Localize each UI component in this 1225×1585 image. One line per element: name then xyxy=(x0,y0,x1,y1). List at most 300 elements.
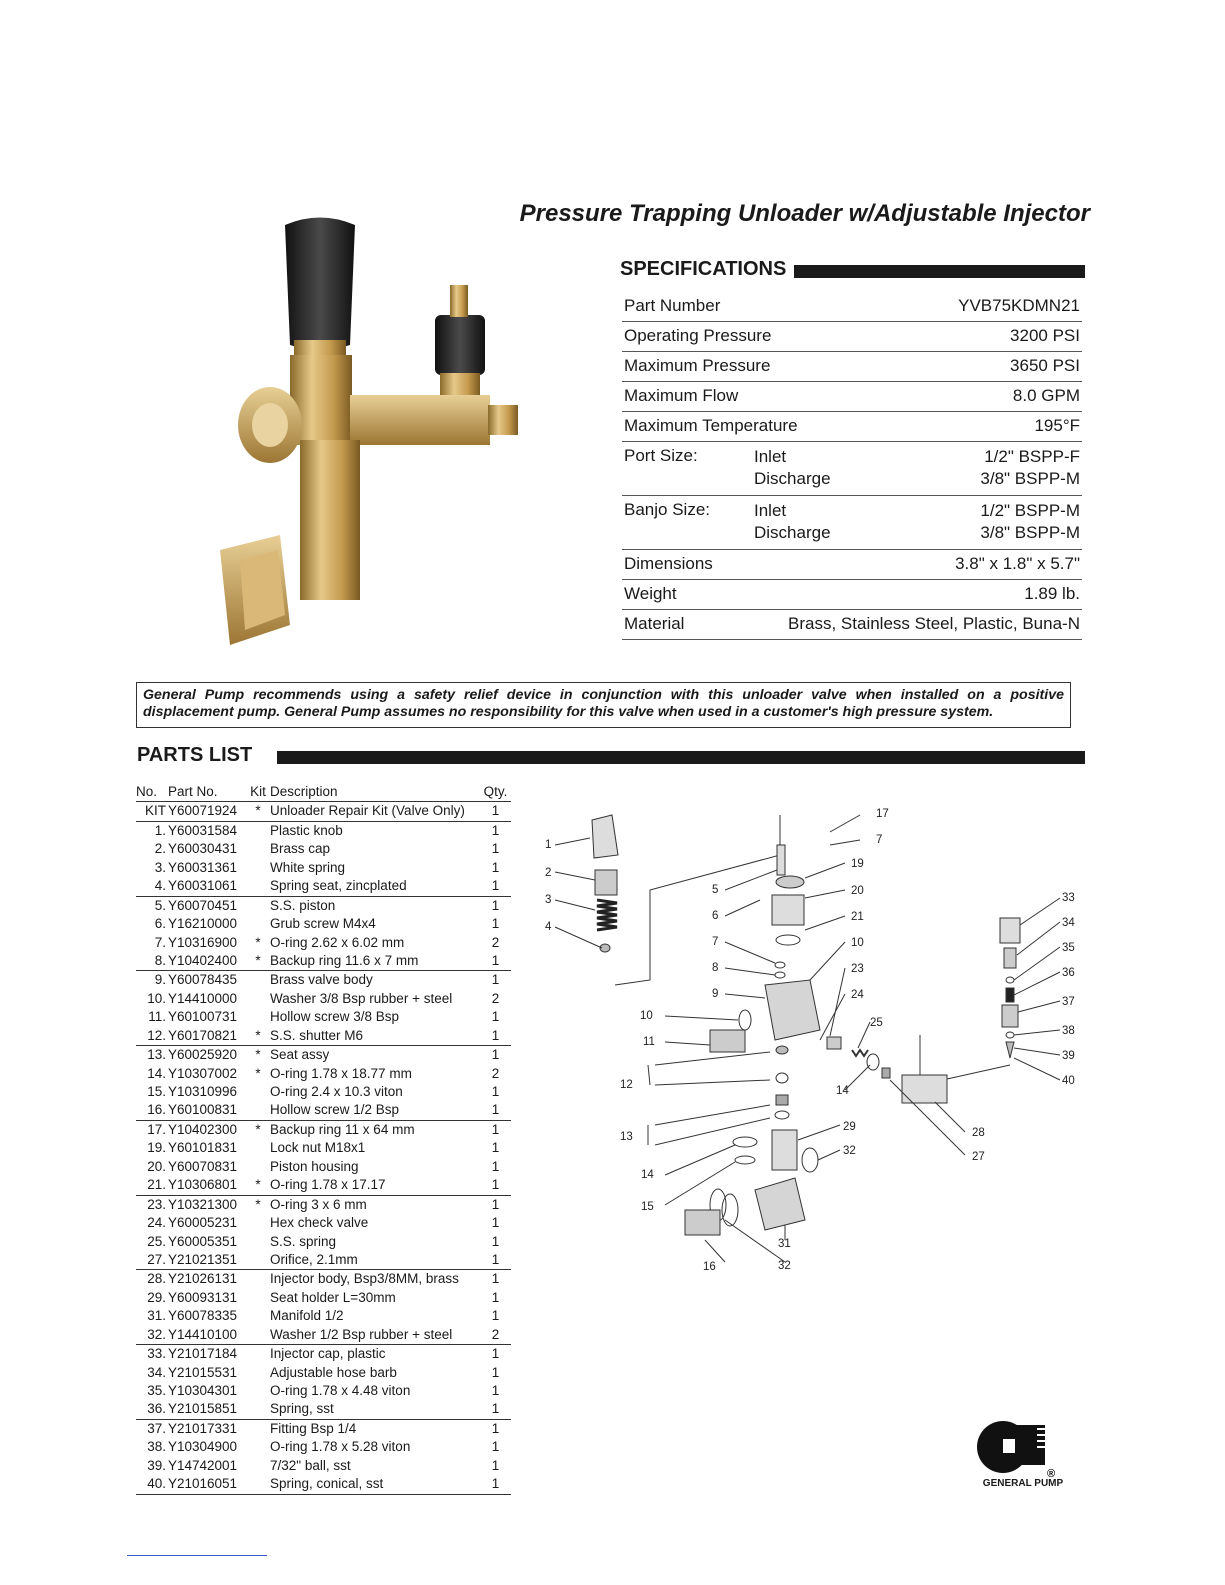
kit-marker xyxy=(246,1475,270,1493)
header-part-no: Part No. xyxy=(168,784,218,799)
parts-row xyxy=(136,859,511,877)
part-description: O-ring 1.78 x 17.17 xyxy=(270,1177,386,1193)
part-number: Y60100831 xyxy=(168,1102,238,1118)
diagram-callout: 6 xyxy=(712,910,719,922)
part-quantity: 1 xyxy=(491,1476,500,1492)
parts-table xyxy=(136,783,511,1495)
part-description: O-ring 2.4 x 10.3 viton xyxy=(270,1084,403,1099)
part-number-index: 34. xyxy=(147,1364,166,1380)
parts-row xyxy=(136,1364,511,1382)
part-number: Y60031584 xyxy=(168,822,238,838)
spec-label: Maximum Pressure xyxy=(624,356,771,375)
part-number-index: 39. xyxy=(147,1457,166,1473)
kit-marker xyxy=(246,1251,270,1269)
part-number: Y10402300 xyxy=(168,1121,238,1137)
diagram-callout: 19 xyxy=(851,858,864,870)
part-number: Y60005231 xyxy=(168,1215,238,1231)
part-number-index: 2. xyxy=(154,841,166,857)
part-description: O-ring 1.78 x 5.28 viton xyxy=(270,1439,411,1455)
kit-marker xyxy=(246,1457,270,1475)
parts-row xyxy=(136,1214,511,1232)
kit-marker: * xyxy=(255,952,261,968)
kit-marker: * xyxy=(255,1177,261,1193)
diagram-callout: 14 xyxy=(641,1169,654,1181)
part-quantity: 1 xyxy=(491,1364,500,1380)
spec-row xyxy=(622,292,1082,322)
spec-row xyxy=(622,352,1082,382)
spec-label: Material xyxy=(624,614,685,633)
part-number: Y21017331 xyxy=(168,1420,238,1436)
kit-marker xyxy=(246,1101,270,1119)
part-number-index: 6. xyxy=(154,916,166,932)
kit-marker xyxy=(246,840,270,858)
kit-marker: * xyxy=(255,803,261,819)
part-description: O-ring 1.78 x 18.77 mm xyxy=(270,1065,412,1081)
parts-row xyxy=(136,1008,511,1026)
kit-marker xyxy=(246,1008,270,1026)
spec-row xyxy=(622,382,1082,412)
part-number-index: 8. xyxy=(154,952,166,968)
diagram-callout: 37 xyxy=(1062,996,1075,1008)
part-number-index: 9. xyxy=(154,972,166,988)
spec-sub-labels xyxy=(754,446,980,490)
kit-marker: * xyxy=(255,1121,261,1137)
kit-marker xyxy=(246,1139,270,1157)
part-number: Y60031361 xyxy=(168,859,238,875)
spec-value: 1/2" BSPP-M xyxy=(980,501,1080,520)
spec-sub-label: Discharge xyxy=(754,523,831,542)
spec-value: 3/8" BSPP-M xyxy=(980,469,1080,488)
parts-row xyxy=(136,990,511,1008)
spec-sub-label: Inlet xyxy=(754,447,787,466)
parts-row xyxy=(136,1196,511,1214)
part-description: Hollow screw 1/2 Bsp xyxy=(270,1102,400,1118)
diagram-callout: 25 xyxy=(870,1017,883,1029)
diagram-callout: 9 xyxy=(712,988,719,1000)
parts-row xyxy=(136,915,511,933)
diagram-callout: 16 xyxy=(703,1261,716,1273)
kit-marker: * xyxy=(255,1196,261,1212)
diagram-callout: 5 xyxy=(712,884,719,896)
spec-row xyxy=(622,580,1082,610)
part-quantity: 2 xyxy=(491,990,500,1006)
part-number: Y10402400 xyxy=(168,952,238,968)
part-number: Y10310996 xyxy=(168,1084,238,1099)
spec-sub-values xyxy=(980,446,1080,490)
part-number: Y14410100 xyxy=(168,1326,238,1342)
part-number-index: 17. xyxy=(147,1121,166,1137)
part-description: Spring, sst xyxy=(270,1401,334,1417)
part-description: Piston housing xyxy=(270,1158,359,1174)
spec-value: 195°F xyxy=(1034,416,1080,435)
part-number-index: 19. xyxy=(147,1140,166,1156)
parts-row xyxy=(136,934,511,952)
part-number: Y60070831 xyxy=(168,1158,238,1174)
spec-value: 1/2" BSPP-F xyxy=(984,447,1080,466)
parts-row xyxy=(136,1158,511,1176)
spec-sub-values xyxy=(980,500,1080,544)
parts-row xyxy=(136,1046,511,1064)
diagram-callout: 24 xyxy=(851,989,864,1001)
part-description: S.S. piston xyxy=(270,897,336,913)
spec-row xyxy=(622,610,1082,640)
diagram-callout: 29 xyxy=(843,1121,856,1133)
part-number: Y60071924 xyxy=(168,803,238,819)
part-quantity: 1 xyxy=(491,1251,500,1267)
kit-marker xyxy=(246,1382,270,1400)
diagram-callout: 2 xyxy=(545,867,552,879)
part-description: Washer 1/2 Bsp rubber + steel xyxy=(270,1326,453,1342)
part-quantity: 1 xyxy=(491,1457,500,1473)
spec-sub-label: Inlet xyxy=(754,501,787,520)
svg-text:®: ® xyxy=(1047,1468,1056,1480)
parts-row xyxy=(136,1345,511,1363)
parts-row xyxy=(136,1101,511,1120)
parts-row xyxy=(136,840,511,858)
part-number-index: 23. xyxy=(147,1196,166,1212)
part-quantity: 1 xyxy=(491,897,500,913)
kit-marker xyxy=(246,877,270,895)
part-number-index: 31. xyxy=(147,1308,166,1324)
part-description: S.S. shutter M6 xyxy=(270,1027,364,1043)
spec-sub-label: Discharge xyxy=(754,469,831,488)
kit-marker: * xyxy=(255,1027,261,1043)
spec-value: YVB75KDMN21 xyxy=(958,296,1080,315)
part-quantity: 1 xyxy=(491,1289,500,1305)
parts-row xyxy=(136,1083,511,1101)
parts-row xyxy=(136,1289,511,1307)
part-quantity: 1 xyxy=(491,916,500,932)
part-number: Y21016051 xyxy=(168,1476,238,1492)
kit-marker xyxy=(246,822,270,840)
header-kit: Kit xyxy=(250,784,266,799)
diagram-callout: 39 xyxy=(1062,1050,1075,1062)
diagram-callout: 3 xyxy=(545,894,552,906)
spec-value: 1.89 lb. xyxy=(1024,584,1080,603)
part-description: O-ring 3 x 6 mm xyxy=(270,1196,367,1212)
part-number: Y60101831 xyxy=(168,1140,238,1156)
specifications-table xyxy=(622,292,1082,640)
part-quantity: 1 xyxy=(491,1233,500,1249)
spec-row-port-size xyxy=(622,442,1082,496)
part-number: Y14410000 xyxy=(168,990,238,1006)
diagram-callout: 11 xyxy=(643,1036,655,1048)
part-number-index: 11. xyxy=(148,1009,166,1025)
part-number-index: 25. xyxy=(147,1233,166,1249)
spec-sub-labels xyxy=(754,500,980,544)
product-photo xyxy=(190,205,540,660)
diagram-callout: 10 xyxy=(851,937,864,949)
spec-value: 3/8" BSPP-M xyxy=(980,523,1080,542)
diagram-callout: 17 xyxy=(876,808,889,820)
part-quantity: 1 xyxy=(491,1420,500,1436)
spec-value: 3.8" x 1.8" x 5.7" xyxy=(955,554,1080,573)
spec-row xyxy=(622,550,1082,580)
part-number: Y21021351 xyxy=(168,1251,238,1267)
part-number-index: 29. xyxy=(147,1289,166,1305)
part-description: White spring xyxy=(270,859,346,875)
parts-row xyxy=(136,1475,511,1494)
parts-row xyxy=(136,1027,511,1046)
part-number: Y10304900 xyxy=(168,1439,238,1455)
part-number-index: 14. xyxy=(147,1065,166,1081)
part-number-index: 32. xyxy=(147,1326,166,1342)
spec-value: 3200 PSI xyxy=(1010,326,1080,345)
part-description: O-ring 2.62 x 6.02 mm xyxy=(270,934,405,950)
part-quantity: 1 xyxy=(491,859,500,875)
diagram-callout: 14 xyxy=(836,1085,849,1097)
part-number-index: 10. xyxy=(147,990,166,1006)
part-number: Y10304301 xyxy=(168,1383,238,1398)
spec-label: Part Number xyxy=(624,296,721,315)
part-number-index: 38. xyxy=(147,1439,166,1455)
part-number: Y60078435 xyxy=(168,972,238,988)
part-number: Y10321300 xyxy=(168,1196,238,1212)
part-description: Washer 3/8 Bsp rubber + steel xyxy=(270,990,453,1006)
part-quantity: 1 xyxy=(491,878,500,894)
spec-value: Brass, Stainless Steel, Plastic, Buna-N xyxy=(788,614,1080,633)
parts-list-heading xyxy=(137,744,1085,770)
parts-row xyxy=(136,1400,511,1419)
part-number: Y10306801 xyxy=(168,1177,238,1193)
part-number-index: 36. xyxy=(147,1401,166,1417)
part-number-index: 37. xyxy=(147,1420,166,1436)
part-description: Unloader Repair Kit (Valve Only) xyxy=(270,803,465,819)
part-description: Injector cap, plastic xyxy=(270,1346,386,1362)
kit-marker: * xyxy=(255,1065,261,1081)
part-number: Y10307002 xyxy=(168,1065,238,1081)
part-number: Y60005351 xyxy=(168,1233,238,1249)
part-number-index: 3. xyxy=(154,859,166,875)
part-quantity: 1 xyxy=(491,972,500,988)
diagram-callout: 1 xyxy=(545,839,552,851)
part-number-index: 20. xyxy=(147,1158,166,1174)
part-number: Y60170821 xyxy=(168,1027,238,1043)
kit-marker xyxy=(246,1364,270,1382)
spec-label: Banjo Size: xyxy=(624,500,710,519)
part-quantity: 1 xyxy=(491,803,500,819)
part-description: Lock nut M18x1 xyxy=(270,1140,366,1156)
part-quantity: 1 xyxy=(491,1121,500,1137)
header-description: Description xyxy=(270,784,338,799)
part-number: Y14742001 xyxy=(168,1457,238,1473)
part-number-index: KIT xyxy=(144,803,166,819)
parts-row xyxy=(136,971,511,989)
part-quantity: 1 xyxy=(491,1308,500,1324)
diagram-callout: 35 xyxy=(1062,942,1075,954)
diagram-callout: 13 xyxy=(620,1131,633,1143)
spec-row xyxy=(622,322,1082,352)
part-number-index: 15. xyxy=(147,1084,166,1099)
part-quantity: 1 xyxy=(491,1047,500,1063)
header-no: No. xyxy=(136,784,158,799)
part-number: Y60030431 xyxy=(168,841,238,857)
kit-marker xyxy=(246,897,270,915)
diagram-callout: 32 xyxy=(778,1260,791,1272)
parts-row xyxy=(136,1382,511,1400)
diagram-callout: 8 xyxy=(712,962,719,974)
kit-marker xyxy=(246,990,270,1008)
parts-row xyxy=(136,1438,511,1456)
part-description: Adjustable hose barb xyxy=(270,1364,397,1380)
diagram-callout: 7 xyxy=(876,834,883,846)
diagram-callout: 33 xyxy=(1062,892,1075,904)
part-quantity: 1 xyxy=(491,1140,500,1156)
diagram-callout: 40 xyxy=(1062,1075,1075,1087)
part-number: Y60093131 xyxy=(168,1289,238,1305)
diagram-callout: 34 xyxy=(1062,917,1075,929)
kit-marker xyxy=(246,859,270,877)
parts-row xyxy=(136,802,511,821)
parts-row xyxy=(136,1307,511,1325)
part-number-index: 33. xyxy=(147,1346,166,1362)
parts-row xyxy=(136,1326,511,1345)
parts-row xyxy=(136,897,511,915)
part-description: Grub screw M4x4 xyxy=(270,916,376,932)
diagram-callout: 20 xyxy=(851,885,864,897)
part-quantity: 1 xyxy=(491,1196,500,1212)
diagram-callout: 28 xyxy=(972,1127,985,1139)
part-number-index: 28. xyxy=(147,1271,166,1287)
part-quantity: 1 xyxy=(491,841,500,857)
section-bar xyxy=(277,751,1085,764)
spec-label: Maximum Flow xyxy=(624,386,739,405)
diagram-callout: 15 xyxy=(641,1201,654,1213)
spec-value: 8.0 GPM xyxy=(1012,386,1080,405)
kit-marker xyxy=(246,971,270,989)
diagram-callout: 12 xyxy=(620,1079,633,1091)
kit-marker xyxy=(246,1420,270,1438)
parts-row xyxy=(136,877,511,896)
parts-row xyxy=(136,1233,511,1251)
safety-notice: General Pump recommends using a safety relief device in conjunction with this unloader valve when installed on a positive displacement pump. General Pump assumes no responsibility for this valve when used in a customer's high pressure system. xyxy=(136,682,1071,728)
spec-label: Weight xyxy=(624,584,677,603)
part-number: Y21015531 xyxy=(168,1364,238,1380)
part-description: Spring seat, zincplated xyxy=(270,878,407,894)
part-description: Brass valve body xyxy=(270,972,373,988)
parts-row xyxy=(136,952,511,971)
part-number: Y21026131 xyxy=(168,1271,238,1287)
document-title: Pressure Trapping Unloader w/Adjustable Injector xyxy=(519,200,1090,227)
part-description: Backup ring 11.6 x 7 mm xyxy=(270,952,419,968)
spec-row xyxy=(622,412,1082,442)
part-number: Y16210000 xyxy=(168,916,238,932)
diagram-callout: 27 xyxy=(972,1151,985,1163)
spec-label: Port Size: xyxy=(624,446,698,465)
part-number-index: 13. xyxy=(147,1047,166,1063)
part-quantity: 1 xyxy=(491,1158,500,1174)
part-description: Injector body, Bsp3/8MM, brass xyxy=(270,1271,459,1287)
part-description: S.S. spring xyxy=(270,1233,337,1249)
kit-marker xyxy=(246,1345,270,1363)
part-description: O-ring 1.78 x 4.48 viton xyxy=(270,1383,411,1398)
diagram-callout: 21 xyxy=(851,911,864,923)
part-number-index: 21. xyxy=(147,1177,166,1193)
footer-link-underline[interactable] xyxy=(127,1555,267,1556)
part-description: Orifice, 2.1mm xyxy=(270,1251,358,1267)
diagram-callout: 38 xyxy=(1062,1025,1075,1037)
part-number: Y60078335 xyxy=(168,1308,238,1324)
part-number: Y60100731 xyxy=(168,1009,238,1025)
part-number-index: 16. xyxy=(147,1102,166,1118)
part-number-index: 35. xyxy=(147,1383,166,1398)
parts-row xyxy=(136,1457,511,1475)
parts-row xyxy=(136,822,511,840)
parts-list-label: PARTS LIST xyxy=(137,744,260,767)
part-number-index: 40. xyxy=(147,1476,166,1492)
part-quantity: 1 xyxy=(491,1346,500,1362)
part-quantity: 1 xyxy=(491,1084,500,1099)
kit-marker xyxy=(246,1307,270,1325)
kit-marker xyxy=(246,1233,270,1251)
part-quantity: 1 xyxy=(491,1009,500,1025)
part-quantity: 1 xyxy=(491,1383,500,1398)
spec-label: Operating Pressure xyxy=(624,326,772,345)
part-number-index: 1. xyxy=(154,822,166,838)
part-quantity: 1 xyxy=(491,822,500,838)
part-quantity: 1 xyxy=(491,1215,500,1231)
diagram-callout: 7 xyxy=(712,936,719,948)
parts-table-header xyxy=(136,783,511,802)
diagram-callout: 10 xyxy=(640,1010,653,1022)
part-quantity: 1 xyxy=(491,1102,500,1118)
part-description: Manifold 1/2 xyxy=(270,1308,344,1324)
part-number-index: 7. xyxy=(154,934,166,950)
part-quantity: 1 xyxy=(491,1271,500,1287)
kit-marker xyxy=(246,1214,270,1232)
diagram-callout: 31 xyxy=(778,1238,791,1250)
part-quantity: 1 xyxy=(491,952,500,968)
part-number: Y60070451 xyxy=(168,897,238,913)
part-number-index: 12. xyxy=(147,1027,166,1043)
spec-label: Dimensions xyxy=(624,554,713,573)
part-description: Plastic knob xyxy=(270,822,343,838)
part-quantity: 2 xyxy=(491,1326,500,1342)
kit-marker xyxy=(246,915,270,933)
part-number: Y21017184 xyxy=(168,1346,238,1362)
part-number-index: 27. xyxy=(147,1251,166,1267)
part-description: Seat assy xyxy=(270,1047,330,1063)
specifications-label: SPECIFICATIONS xyxy=(620,258,794,281)
diagram-callout: 23 xyxy=(851,963,864,975)
part-number-index: 4. xyxy=(154,878,166,894)
part-number: Y60025920 xyxy=(168,1047,238,1063)
kit-marker xyxy=(246,1326,270,1344)
part-description: 7/32" ball, sst xyxy=(270,1457,351,1473)
part-number: Y21015851 xyxy=(168,1401,238,1417)
part-number: Y10316900 xyxy=(168,934,238,950)
kit-marker xyxy=(246,1083,270,1101)
kit-marker: * xyxy=(255,1047,261,1063)
parts-row xyxy=(136,1420,511,1438)
part-description: Hollow screw 3/8 Bsp xyxy=(270,1009,400,1025)
part-quantity: 2 xyxy=(491,934,500,950)
parts-row xyxy=(136,1121,511,1139)
parts-row xyxy=(136,1251,511,1270)
part-description: Hex check valve xyxy=(270,1215,369,1231)
spec-label: Maximum Temperature xyxy=(624,416,798,435)
part-number-index: 24. xyxy=(147,1215,166,1231)
exploded-parts-diagram xyxy=(540,800,1085,1280)
part-description: Fitting Bsp 1/4 xyxy=(270,1420,357,1436)
parts-row xyxy=(136,1176,511,1195)
part-quantity: 1 xyxy=(491,1439,500,1455)
part-quantity: 1 xyxy=(491,1401,500,1417)
part-quantity: 1 xyxy=(491,1177,500,1193)
parts-row xyxy=(136,1139,511,1157)
kit-marker xyxy=(246,1158,270,1176)
part-description: Brass cap xyxy=(270,841,331,857)
